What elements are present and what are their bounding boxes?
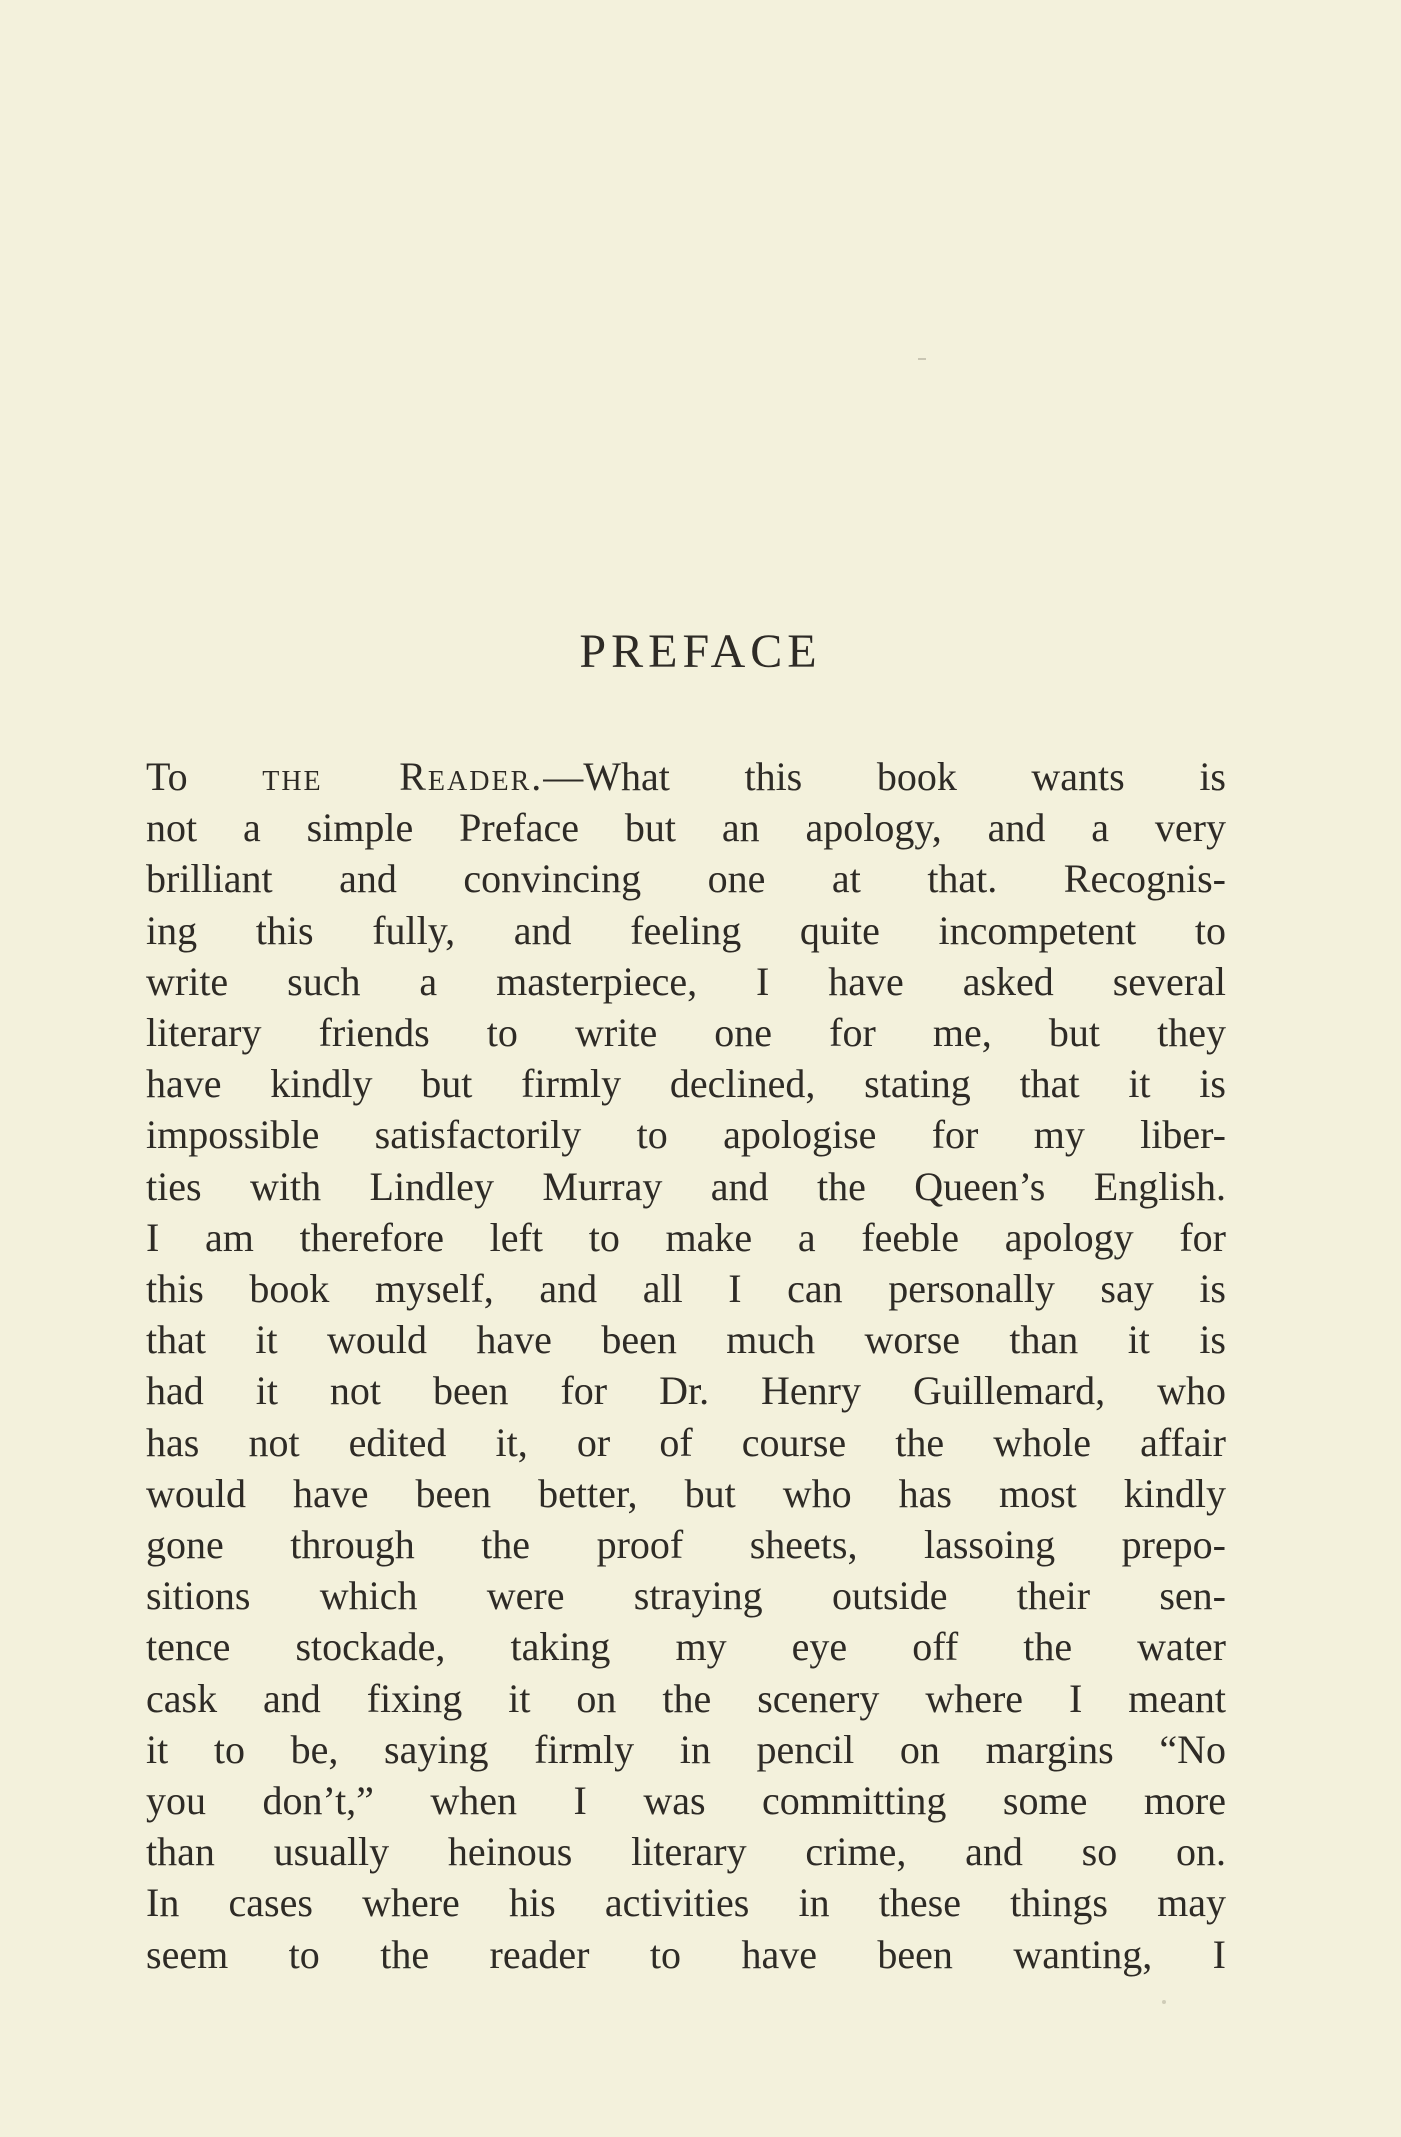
text-line-20: it to be, saying firmly in pencil on margins “No [146,1726,1226,1772]
page-speck [918,358,926,360]
text-line-2: not a simple Preface but an apology, and a very [146,805,1226,851]
text-line-8: impossible satisfactorily to apologise for my liber- [146,1112,1226,1158]
page-speck-bottom [1162,2000,1166,2004]
salutation-reader: the Reader. [262,754,544,799]
text-line-21: you don’t,” when I was committing some more [146,1778,1226,1824]
text-line-16: gone through the proof sheets, lassoing prepo- [146,1522,1226,1568]
text-line-18: tence stockade, taking my eye off the water [146,1624,1226,1670]
text-line-11: this book myself, and all I can personally say is [146,1266,1226,1312]
text-line-15: would have been better, but who has most kindly [146,1470,1226,1516]
text-line-6: literary friends to write one for me, but they [146,1010,1226,1056]
text-line-5: write such a masterpiece, I have asked several [146,958,1226,1004]
text-line-13: had it not been for Dr. Henry Guillemard, who [146,1368,1226,1414]
text-line-17: sitions which were straying outside their sen- [146,1573,1226,1619]
text-line-9: ties with Lindley Murray and the Queen’s English. [146,1163,1226,1209]
text-line-3: brilliant and convincing one at that. Recognis- [146,856,1226,902]
text-line-19: cask and fixing it on the scenery where I meant [146,1675,1226,1721]
text-line-24: seem to the reader to have been wanting, I [146,1931,1226,1977]
preface-body [146,751,1226,1980]
text-line-1 [146,751,1226,802]
text-line-4: ing this fully, and feeling quite incompetent to [146,907,1226,953]
text-line-12: that it would have been much worse than it is [146,1317,1226,1363]
text-line-23: In cases where his activities in these things may [146,1880,1226,1926]
text-line-14: has not edited it, or of course the whole affair [146,1419,1226,1465]
text-line-10: I am therefore left to make a feeble apology for [146,1214,1226,1260]
text-line-22: than usually heinous literary crime, and so on. [146,1829,1226,1875]
line-1-text: —What this book wants is [543,754,1226,799]
salutation-to: To [146,754,188,799]
text-line-7: have kindly but firmly declined, stating that it is [146,1061,1226,1107]
page-title: PREFACE [579,625,822,678]
